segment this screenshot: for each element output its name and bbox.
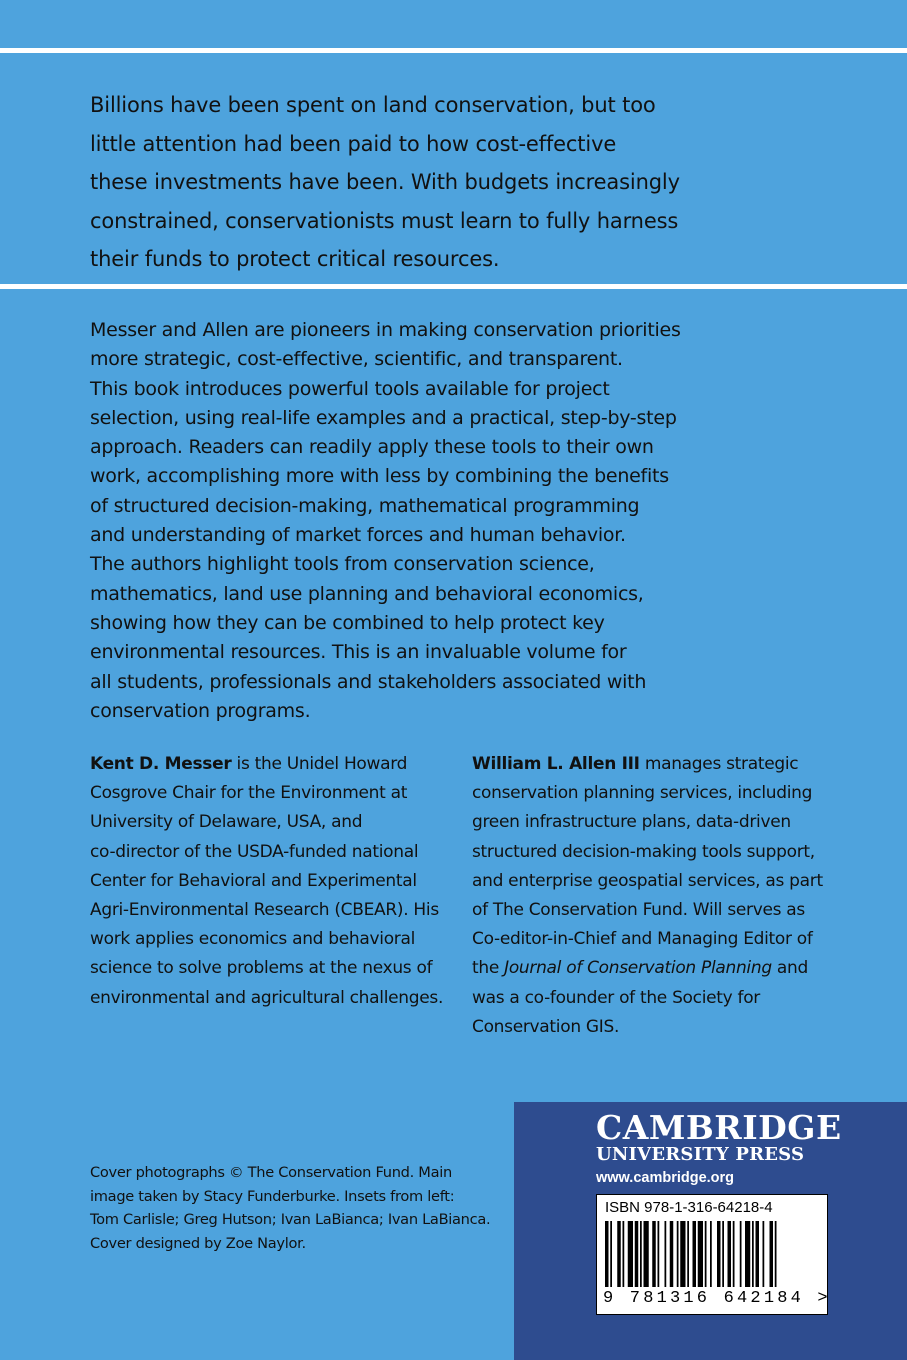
barcode-bar [623,1221,625,1287]
author-bio-messer [90,750,450,1013]
description-paragraph [90,316,790,726]
barcode-bar [605,1221,609,1287]
bio-line: Conservation GIS. [472,1016,620,1037]
barcode-bar [677,1221,679,1287]
bio-line: University of Delaware, USA, and [90,812,363,833]
barcode-bar [756,1221,760,1287]
bio-line [90,750,450,779]
credits-line: Cover photographs © The Conservation Fund. Main [90,1164,452,1181]
bio-line [472,954,832,983]
barcode-bar [640,1221,642,1287]
blurb-line: Billions have been spent on land conservation, but too [90,93,656,117]
description-line: selection, using real-life examples and a practical, step-by-step [90,406,677,429]
bio-line: Agri-Environmental Research (CBEAR). His [90,900,439,921]
barcode-bar [617,1221,621,1287]
author-bio-allen [472,750,832,1042]
barcode-bar [705,1221,707,1287]
blurb-line: these investments have been. With budgets increasingly [90,170,680,194]
description-line: mathematics, land use planning and behavioral economics, [90,582,644,605]
author-name: William L. Allen III [472,754,640,774]
bio-text: and [771,958,809,979]
credits-line: Tom Carlisle; Greg Hutson; Ivan LaBianca; Ivan LaBianca. [90,1211,491,1229]
barcode-bar [740,1221,742,1287]
blurb-line: little attention had been paid to how cost-effective [90,131,617,156]
isbn-label: ISBN 978-1-316-64218-4 [605,1199,773,1216]
bio-line: Co-editor-in-Chief and Managing Editor of [472,929,813,950]
blurb-line: their funds to protect critical resources. [90,247,500,271]
bio-line: environmental and agricultural challenges. [90,987,444,1008]
barcode-bar [693,1221,697,1287]
cover-credits [90,1161,510,1255]
ean-number: 9 781316 642184 > [603,1289,831,1308]
bio-line: green infrastructure plans, data-driven [472,812,791,833]
bio-line: structured decision-making tools support, [472,841,815,862]
barcode-bar [658,1221,660,1287]
description-line: work, accomplishing more with less by combining the benefits [90,465,669,488]
credits-line: Cover designed by Zoe Naylor. [90,1234,306,1252]
bio-line: and enterprise geospatial services, as part [472,870,823,891]
barcode-bar [722,1221,724,1287]
barcode-bar [670,1221,674,1287]
description-line: This book introduces powerful tools available for project [90,377,610,400]
barcode-bar [680,1221,685,1287]
barcode-bar [628,1221,633,1287]
bio-line: was a co-founder of the Society for [472,987,760,1008]
blurb-paragraph [90,86,730,279]
barcode-bar [687,1221,689,1287]
author-name: Kent D. Messer [90,754,232,774]
description-line: showing how they can be combined to help protect key [90,611,605,634]
barcode-bar [752,1221,754,1287]
description-line: more strategic, cost-effective, scientific, and transparent. [90,348,623,371]
bio-line: Center for Behavioral and Experimental [90,870,417,891]
description-line: of structured decision-making, mathematical programming [90,494,640,517]
publisher-logo-name: CAMBRIDGE [596,1108,842,1147]
bio-text: manages strategic [639,754,799,774]
barcode-bar [610,1221,612,1287]
description-line: Messer and Allen are pioneers in making conservation priorities [90,319,681,341]
barcode-bar [665,1221,667,1287]
blurb-line: constrained, conservationists must learn to fully harness [90,208,679,233]
bio-line: conservation planning services, including [472,783,813,804]
barcode-bar [775,1221,777,1287]
barcode-bar [717,1221,721,1287]
barcode-bar [635,1221,639,1287]
description-line: The authors highlight tools from conservation science, [90,553,595,576]
barcode-box [596,1194,831,1315]
barcode-bar [710,1221,712,1287]
bio-line [472,750,832,779]
barcode-bar [763,1221,765,1287]
bio-line: of The Conservation Fund. Will serves as [472,900,805,921]
credits-line: image taken by Stacy Funderburke. Insets from left: [90,1187,455,1205]
bio-line: science to solve problems at the nexus of [90,958,433,979]
description-line: and understanding of market forces and human behavior. [90,524,626,547]
barcode-icon [605,1221,819,1289]
description-line: approach. Readers can readily apply these tools to their own [90,436,654,459]
publisher-panel [514,1102,907,1360]
barcode-bar [652,1221,656,1287]
description-line: environmental resources. This is an invaluable volume for [90,641,627,664]
bio-text: the [472,958,505,979]
bio-line: co-director of the USDA-funded national [90,841,419,862]
publisher-logo-press: UNIVERSITY PRESS [596,1144,805,1165]
journal-title: Journal of Conservation Planning [504,958,772,979]
bio-line: Cosgrove Chair for the Environment at [90,783,408,804]
barcode-bar [745,1221,750,1287]
description-line: all students, professionals and stakeholders associated with [90,670,647,693]
bio-line: work applies economics and behavioral [90,929,416,950]
barcode-bar [698,1221,703,1287]
description-line: conservation programs. [90,699,311,722]
barcode-bar [770,1221,774,1287]
bio-text: is the Unidel Howard [231,754,408,774]
barcode-bar [728,1221,732,1287]
top-divider [0,48,907,53]
barcode-bar [644,1221,649,1287]
middle-divider [0,284,907,289]
barcode-bar [733,1221,735,1287]
publisher-url: www.cambridge.org [596,1170,735,1186]
